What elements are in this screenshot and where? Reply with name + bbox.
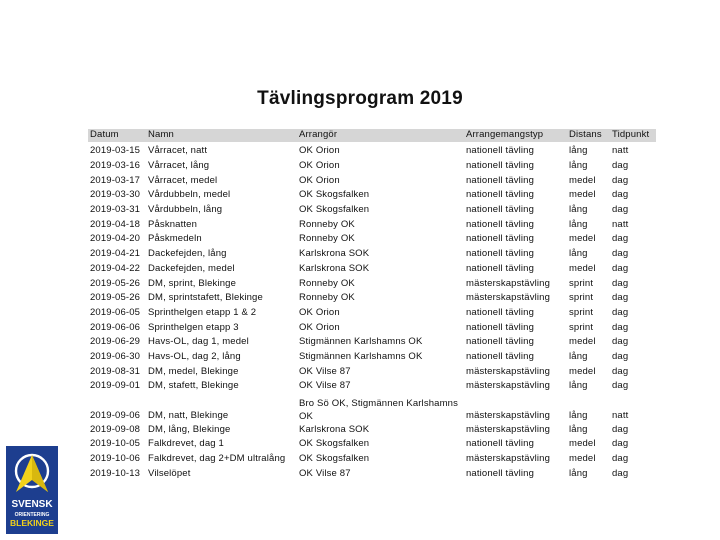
cell-name: Sprinthelgen etapp 1 & 2 <box>148 307 257 318</box>
cell-name: Havs-OL, dag 1, medel <box>148 336 249 347</box>
column-header-event-type: Arrangemangstyp <box>466 129 544 140</box>
cell-organizer: Ronneby OK <box>299 292 355 303</box>
cell-date: 2019-03-15 <box>90 145 141 156</box>
cell-date: 2019-08-31 <box>90 366 141 377</box>
cell-organizer: Ronneby OK <box>299 219 355 230</box>
cell-distance: sprint <box>569 322 594 333</box>
cell-name: DM, lång, Blekinge <box>148 424 231 435</box>
cell-date: 2019-03-17 <box>90 175 141 186</box>
cell-name: DM, natt, Blekinge <box>148 410 229 421</box>
cell-distance: lång <box>569 410 588 421</box>
cell-name: DM, sprintstafett, Blekinge <box>148 292 263 303</box>
cell-date: 2019-03-30 <box>90 189 141 200</box>
cell-name: DM, medel, Blekinge <box>148 366 239 377</box>
cell-organizer: Stigmännen Karlshamns OK <box>299 336 423 347</box>
column-header-time-of-day: Tidpunkt <box>612 129 650 140</box>
cell-distance: lång <box>569 219 588 230</box>
cell-date: 2019-04-18 <box>90 219 141 230</box>
cell-event-type: mästerskapstävling <box>466 278 551 289</box>
cell-name: Vårdubbeln, lång <box>148 204 223 215</box>
cell-event-type: mästerskapstävling <box>466 424 551 435</box>
cell-organizer: OK Vilse 87 <box>299 380 351 391</box>
cell-organizer: OK Vilse 87 <box>299 468 351 479</box>
cell-date: 2019-10-06 <box>90 453 141 464</box>
cell-time-of-day: dag <box>612 307 629 318</box>
cell-event-type: nationell tävling <box>466 204 535 215</box>
cell-event-type: nationell tävling <box>466 322 535 333</box>
cell-event-type: nationell tävling <box>466 145 535 156</box>
cell-event-type: nationell tävling <box>466 175 535 186</box>
cell-organizer: OK Orion <box>299 160 340 171</box>
cell-distance: lång <box>569 145 588 156</box>
cell-organizer: OK Orion <box>299 175 340 186</box>
cell-organizer: OK Skogsfalken <box>299 189 370 200</box>
cell-name: Falkdrevet, dag 1 <box>148 438 224 449</box>
cell-date: 2019-04-22 <box>90 263 141 274</box>
cell-distance: medel <box>569 366 596 377</box>
cell-date: 2019-06-05 <box>90 307 141 318</box>
cell-time-of-day: dag <box>612 160 629 171</box>
cell-event-type: nationell tävling <box>466 233 535 244</box>
cell-date: 2019-03-16 <box>90 160 141 171</box>
column-header-organizer: Arrangör <box>299 129 338 140</box>
cell-name: Dackefejden, lång <box>148 248 227 259</box>
cell-date: 2019-05-26 <box>90 292 141 303</box>
page-title: Tävlingsprogram 2019 <box>257 88 463 109</box>
cell-organizer: OK Skogsfalken <box>299 438 370 449</box>
cell-distance: medel <box>569 438 596 449</box>
cell-date: 2019-05-26 <box>90 278 141 289</box>
cell-organizer: OK Orion <box>299 307 340 318</box>
cell-name: Vårdubbeln, medel <box>148 189 231 200</box>
logo-text-svensk: SVENSK <box>11 499 53 510</box>
cell-name: DM, sprint, Blekinge <box>148 278 237 289</box>
cell-distance: lång <box>569 468 588 479</box>
cell-event-type: nationell tävling <box>466 219 535 230</box>
cell-time-of-day: dag <box>612 278 629 289</box>
cell-event-type: mästerskapstävling <box>466 453 551 464</box>
cell-name: Vårracet, lång <box>148 160 210 171</box>
cell-distance: lång <box>569 351 588 362</box>
column-header-distance: Distans <box>569 129 602 140</box>
cell-date: 2019-09-01 <box>90 380 141 391</box>
cell-organizer: OK Skogsfalken <box>299 453 370 464</box>
cell-event-type: mästerskapstävling <box>466 380 551 391</box>
cell-name: Falkdrevet, dag 2+DM ultralång <box>148 453 286 464</box>
cell-organizer: Karlskrona SOK <box>299 248 370 259</box>
cell-event-type: nationell tävling <box>466 468 535 479</box>
cell-event-type: nationell tävling <box>466 438 535 449</box>
cell-distance: medel <box>569 453 596 464</box>
cell-time-of-day: dag <box>612 233 629 244</box>
cell-name: Vårracet, natt <box>148 145 208 156</box>
cell-organizer: Ronneby OK <box>299 278 355 289</box>
cell-time-of-day: dag <box>612 453 629 464</box>
cell-distance: sprint <box>569 278 594 289</box>
cell-date: 2019-04-21 <box>90 248 141 259</box>
logo-text-orientering: ORIENTERING <box>14 512 50 518</box>
cell-time-of-day: dag <box>612 248 629 259</box>
cell-organizer: Bro Sö OK, Stigmännen Karlshamns OK <box>299 398 458 422</box>
cell-time-of-day: dag <box>612 366 629 377</box>
cell-time-of-day: natt <box>612 410 629 421</box>
cell-distance: sprint <box>569 292 594 303</box>
cell-name: Påsknatten <box>148 219 198 230</box>
cell-date: 2019-10-13 <box>90 468 141 479</box>
cell-name: Vårracet, medel <box>148 175 218 186</box>
cell-time-of-day: dag <box>612 322 629 333</box>
cell-organizer: OK Skogsfalken <box>299 204 370 215</box>
cell-distance: medel <box>569 263 596 274</box>
cell-organizer: Ronneby OK <box>299 233 355 244</box>
cell-organizer: Stigmännen Karlshamns OK <box>299 351 423 362</box>
cell-date: 2019-06-06 <box>90 322 141 333</box>
cell-event-type: nationell tävling <box>466 336 535 347</box>
cell-name: Sprinthelgen etapp 3 <box>148 322 239 333</box>
cell-name: Vilselöpet <box>148 468 191 479</box>
column-header-name: Namn <box>148 129 174 140</box>
cell-time-of-day: dag <box>612 336 629 347</box>
cell-distance: medel <box>569 175 596 186</box>
cell-name: Havs-OL, dag 2, lång <box>148 351 241 362</box>
logo-text-blekinge: BLEKINGE <box>10 518 54 528</box>
cell-time-of-day: dag <box>612 351 629 362</box>
cell-organizer: OK Vilse 87 <box>299 366 351 377</box>
cell-date: 2019-03-31 <box>90 204 141 215</box>
cell-time-of-day: dag <box>612 438 629 449</box>
cell-time-of-day: natt <box>612 219 629 230</box>
cell-distance: lång <box>569 204 588 215</box>
cell-time-of-day: dag <box>612 424 629 435</box>
cell-event-type: mästerskapstävling <box>466 292 551 303</box>
cell-time-of-day: dag <box>612 292 629 303</box>
cell-event-type: nationell tävling <box>466 189 535 200</box>
column-header-date: Datum <box>90 129 119 140</box>
cell-time-of-day: natt <box>612 145 629 156</box>
cell-event-type: nationell tävling <box>466 248 535 259</box>
cell-event-type: nationell tävling <box>466 351 535 362</box>
cell-organizer: OK Orion <box>299 145 340 156</box>
cell-distance: medel <box>569 336 596 347</box>
cell-organizer: Karlskrona SOK <box>299 263 370 274</box>
cell-event-type: nationell tävling <box>466 160 535 171</box>
cell-time-of-day: dag <box>612 380 629 391</box>
cell-event-type: mästerskapstävling <box>466 366 551 377</box>
cell-event-type: mästerskapstävling <box>466 410 551 421</box>
cell-distance: lång <box>569 380 588 391</box>
cell-date: 2019-09-06 <box>90 410 141 421</box>
cell-distance: medel <box>569 189 596 200</box>
cell-date: 2019-10-05 <box>90 438 141 449</box>
cell-distance: lång <box>569 160 588 171</box>
cell-date: 2019-09-08 <box>90 424 141 435</box>
cell-time-of-day: dag <box>612 468 629 479</box>
cell-time-of-day: dag <box>612 175 629 186</box>
cell-distance: lång <box>569 248 588 259</box>
cell-date: 2019-04-20 <box>90 233 141 244</box>
cell-name: DM, stafett, Blekinge <box>148 380 239 391</box>
cell-time-of-day: dag <box>612 189 629 200</box>
cell-organizer: Karlskrona SOK <box>299 424 370 435</box>
cell-date: 2019-06-30 <box>90 351 141 362</box>
cell-name: Dackefejden, medel <box>148 263 235 274</box>
cell-organizer: OK Orion <box>299 322 340 333</box>
cell-date: 2019-06-29 <box>90 336 141 347</box>
cell-distance: lång <box>569 424 588 435</box>
cell-event-type: nationell tävling <box>466 307 535 318</box>
cell-distance: medel <box>569 233 596 244</box>
cell-name: Påskmedeln <box>148 233 202 244</box>
cell-event-type: nationell tävling <box>466 263 535 274</box>
cell-time-of-day: dag <box>612 204 629 215</box>
svensk-orientering-blekinge-logo <box>6 446 58 534</box>
cell-distance: sprint <box>569 307 594 318</box>
cell-time-of-day: dag <box>612 263 629 274</box>
